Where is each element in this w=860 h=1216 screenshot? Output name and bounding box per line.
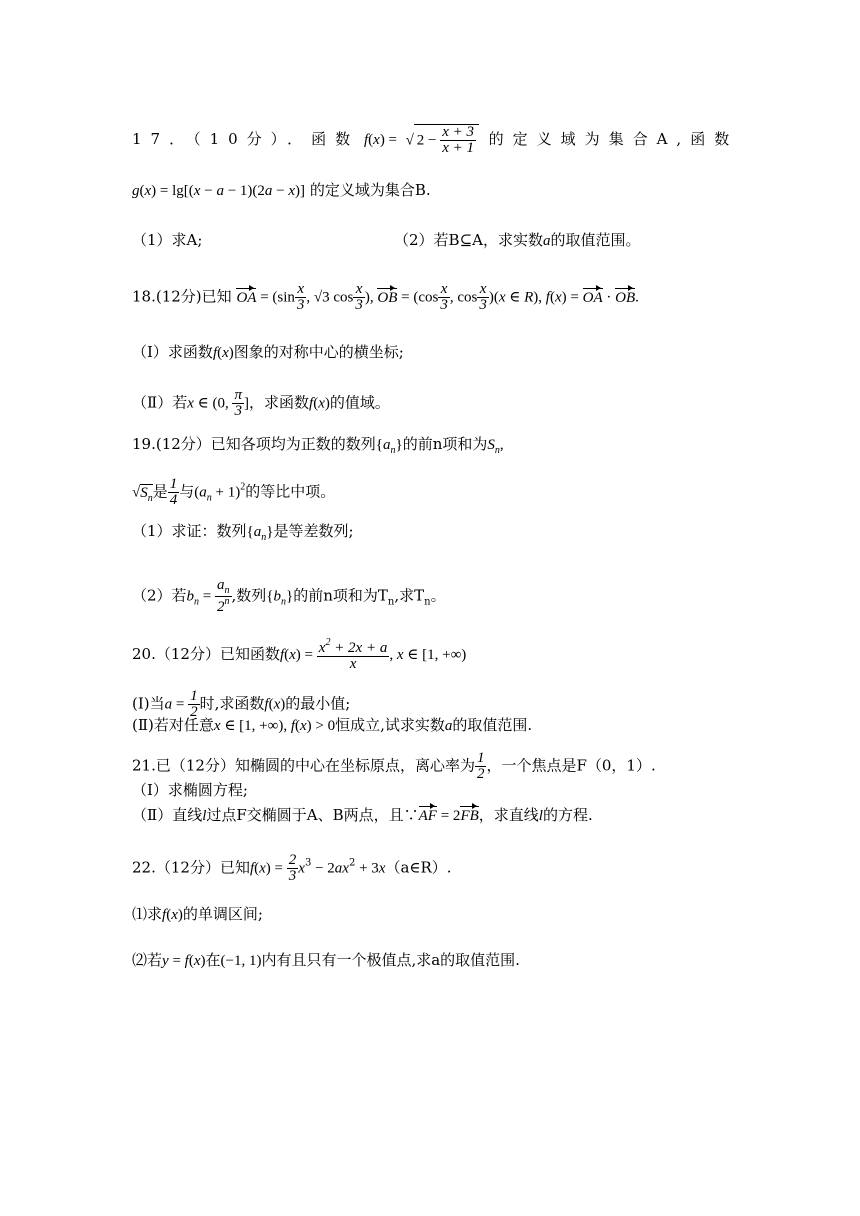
q19-part2: （2）若$b_n$ = $\frac{a_n}{2^n}$ ,数列$\{b_n\}$的前n项和为$T_n$,求$T_n$。 [132, 577, 446, 615]
q17-mid: 的定义域为集合A,函数 [488, 130, 739, 148]
q21-line1: 21.已（12分）知椭圆的中心在坐标原点，离心率为 $\frac{1}{2}$ ，一个焦点是F（0，1）. [132, 750, 656, 782]
q17-prefix: 17．（10分）．函数 [132, 130, 360, 148]
q20-part1: (Ⅰ)当a = $\frac{1}{2}$ 时,求函数f(x)的最小值; [132, 688, 351, 720]
q18-line1: 18.(12分)已知 OA = (sin $\frac{x}{3}$ , √3 cos $\frac{x}{3}$ ), OB = (cos $\frac{x}{3}$ , cos $\frac{x}{3}$ )(x ∈ R), f(x) = OA · OB. [132, 281, 639, 313]
q19-part1: （1）求证：数列$\{a_n\}$是等差数列; [132, 522, 354, 543]
q22-part2: ⑵若y = f(x)在(−1, 1)内有且只有一个极值点,求a的取值范围. [132, 951, 520, 969]
q17-part2-a: （2）若B⊆A，求实数 [394, 231, 543, 249]
q21-part1: （Ⅰ）求椭圆方程; [132, 781, 248, 799]
q20-line1: 20.（12分）已知函数f(x) = $\frac{x^2 + 2x + a}{x}$ , x ∈ [1, +∞) [132, 637, 467, 672]
q17-line2-tail: 的定义域为集合B. [309, 181, 431, 199]
q18-part1: （Ⅰ）求函数f(x)图象的对称中心的横坐标; [132, 343, 404, 361]
q21-part2: （Ⅱ）直线l过点F交椭圆于A、B两点，且∵AF = 2FB，求直线l的方程. [132, 806, 593, 824]
q17-sqrt: √ 2 − $\frac{x + 3}{x + 1}$ [406, 124, 479, 156]
q22-part1: ⑴求f(x)的单调区间; [132, 905, 263, 923]
q17-part2-b: 的取值范围。 [550, 231, 641, 249]
q22-line1: 22.（12分）已知f(x) = $\frac{2}{3}$ $x^3 - 2ax^2$ + 3x（a∈R）. [132, 852, 452, 884]
q17-fx: f [363, 132, 369, 148]
q19-line2: $√S_n$是 $\frac{1}{4}$ 与$(a_n + 1)^2$的等比中项。 [132, 476, 336, 508]
q17-line2: g(x) = lg[(x − a − 1)(2a − x)] 的定义域为集合B. [132, 181, 431, 199]
q17-part1: （1）求A; [132, 231, 203, 249]
q17-frac: $\frac{x + 3}{x + 1}$ [442, 124, 475, 156]
q18-part2: （Ⅱ）若x ∈ (0, $\frac{\pi}{3}$ ]，求函数f(x)的值域。 [132, 387, 390, 419]
q17-parts: （1）求A; （2）若B⊆A，求实数a的取值范围。 [132, 231, 641, 249]
q17-line1: 17．（10分）．函数 f(x) = √ 2 − $\frac{x + 3}{x + 1}$ 的定义域为集合A,函数 [132, 124, 739, 156]
q19-line1: 19.(12分）已知各项均为正数的数列$\{a_n\}$的前n项和为$S_n$, [132, 435, 504, 456]
q18-prefix: 18.(12分)已知 [132, 287, 232, 306]
q20-part2: (Ⅱ)若对任意x ∈ [1, +∞), f(x) > 0恒成立,试求实数a的取值范围. [132, 716, 533, 734]
